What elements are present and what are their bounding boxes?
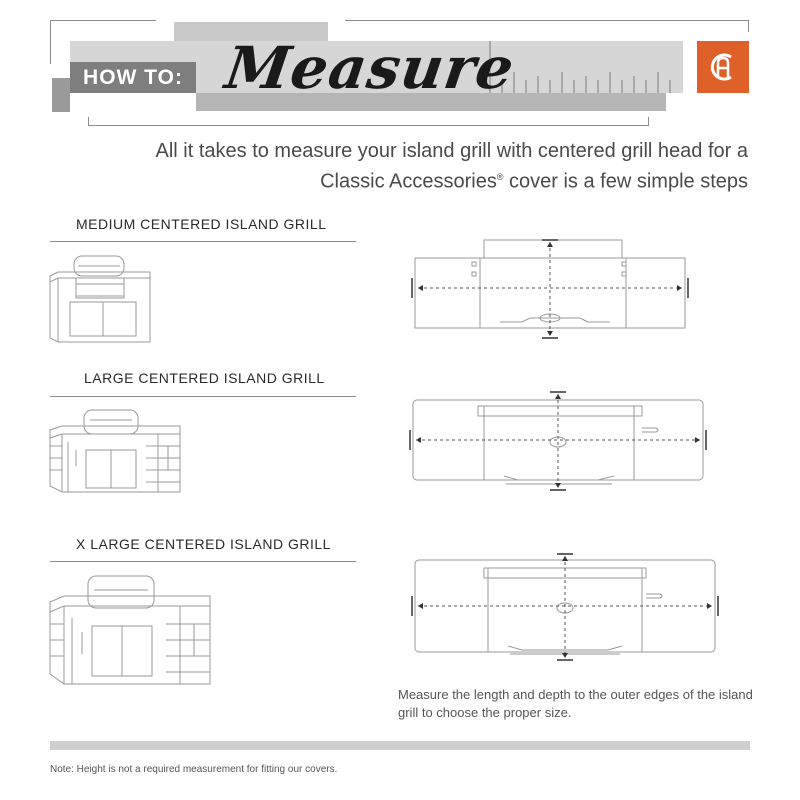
intro-line-2	[68, 164, 748, 195]
section-divider-xlarge	[50, 561, 356, 562]
measure-caption: Measure the length and depth to the outer edges of the island grill to choose the proper size.	[398, 687, 753, 720]
section-title-xlarge: X LARGE CENTERED ISLAND GRILL	[76, 536, 331, 552]
registered-mark: ®	[496, 172, 504, 182]
intro-line-1: All it takes to measure your island grill with centered grill head for a	[155, 140, 748, 162]
section-divider-medium	[50, 241, 356, 242]
section-title-large: LARGE CENTERED ISLAND GRILL	[84, 370, 325, 386]
intro-text	[68, 138, 748, 195]
section-title-medium: MEDIUM CENTERED ISLAND GRILL	[76, 216, 327, 232]
section-divider-large	[50, 396, 356, 397]
intro-line-2-suffix: cover is a few simple steps	[503, 170, 748, 193]
medium-top-view-diagram	[410, 232, 700, 352]
large-top-view-diagram	[408, 388, 708, 498]
medium-island-grill-icon	[48, 252, 158, 347]
footer-divider	[50, 741, 750, 750]
page-title: Measure	[221, 34, 519, 102]
how-to-label: HOW TO:	[70, 62, 196, 93]
large-island-grill-icon	[48, 406, 188, 496]
header-bracket-bottom	[88, 125, 648, 126]
footnote: Note: Height is not a required measurement for fitting our covers.	[50, 764, 338, 775]
intro-brand: Classic Accessories	[320, 170, 497, 193]
xlarge-top-view-diagram	[410, 554, 720, 664]
xlarge-island-grill-icon	[48, 574, 218, 689]
ca-logo-icon	[697, 41, 749, 93]
